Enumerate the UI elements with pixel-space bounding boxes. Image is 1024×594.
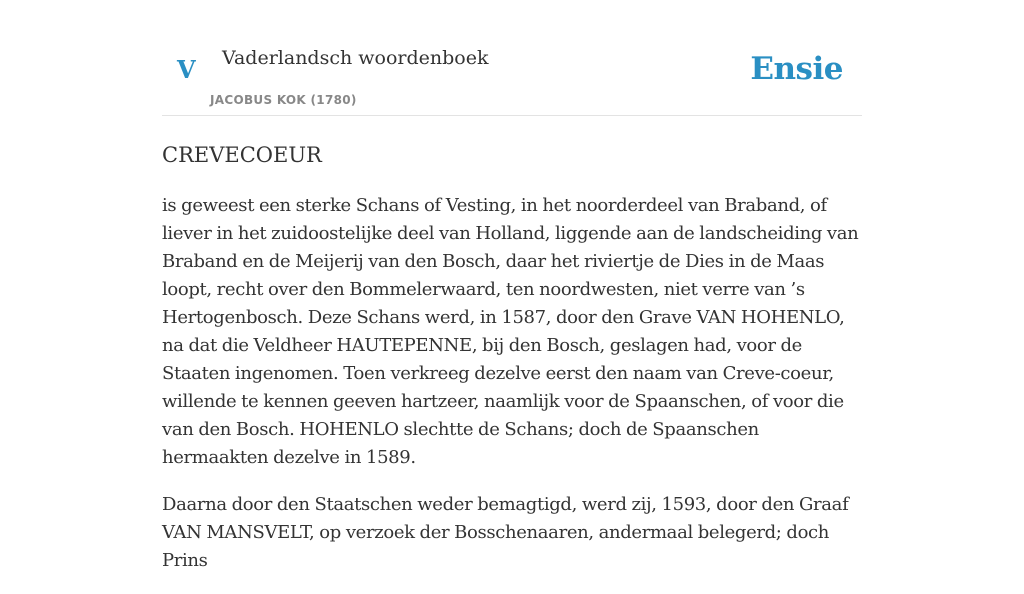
article-body: [162, 192, 862, 594]
article-paragraph: Daarna door den Staatschen weder bemagtigd, werd zij, 1593, door den Graaf VAN MANSVELT, op verzoek der Bosschenaaren, andermaal belegerd; doch Prins: [162, 494, 849, 571]
page: [162, 0, 862, 571]
page-title: CREVECOEUR: [162, 143, 322, 167]
index-letter-link[interactable]: V: [177, 55, 196, 84]
dictionary-title-link[interactable]: Vaderlandsch woordenboek: [222, 47, 489, 69]
header: [162, 0, 862, 116]
article-paragraph: is geweest een sterke Schans of Vesting, in het noorderdeel van Braband, of liever in het zuidoostelijke deel van Holland, liggende aan de landscheiding van Braband en de Meijerij van den Bosch, daar het riviertje de Dies in de Maas loopt, recht over den Bommelerwaard, ten noordwesten, niet verre van ’s Hertogenbosch. Deze Schans werd, in 1587, door den Grave VAN HOHENLO, na dat die Veldheer HAUTEPENNE, bij den Bosch, geslagen had, voor de Staaten ingenomen. Toen verkreeg dezelve eerst den naam van Creve-coeur, willende te kennen geeven hartzeer, naamlijk voor de Spaanschen, of voor die van den Bosch. HOHENLO slechtte de Schans; doch de Spaanschen hermaakten dezelve in 1589.: [162, 195, 859, 468]
author-label: JACOBUS KOK (1780): [210, 93, 357, 107]
ensie-logo-link[interactable]: Ensie: [750, 51, 843, 87]
